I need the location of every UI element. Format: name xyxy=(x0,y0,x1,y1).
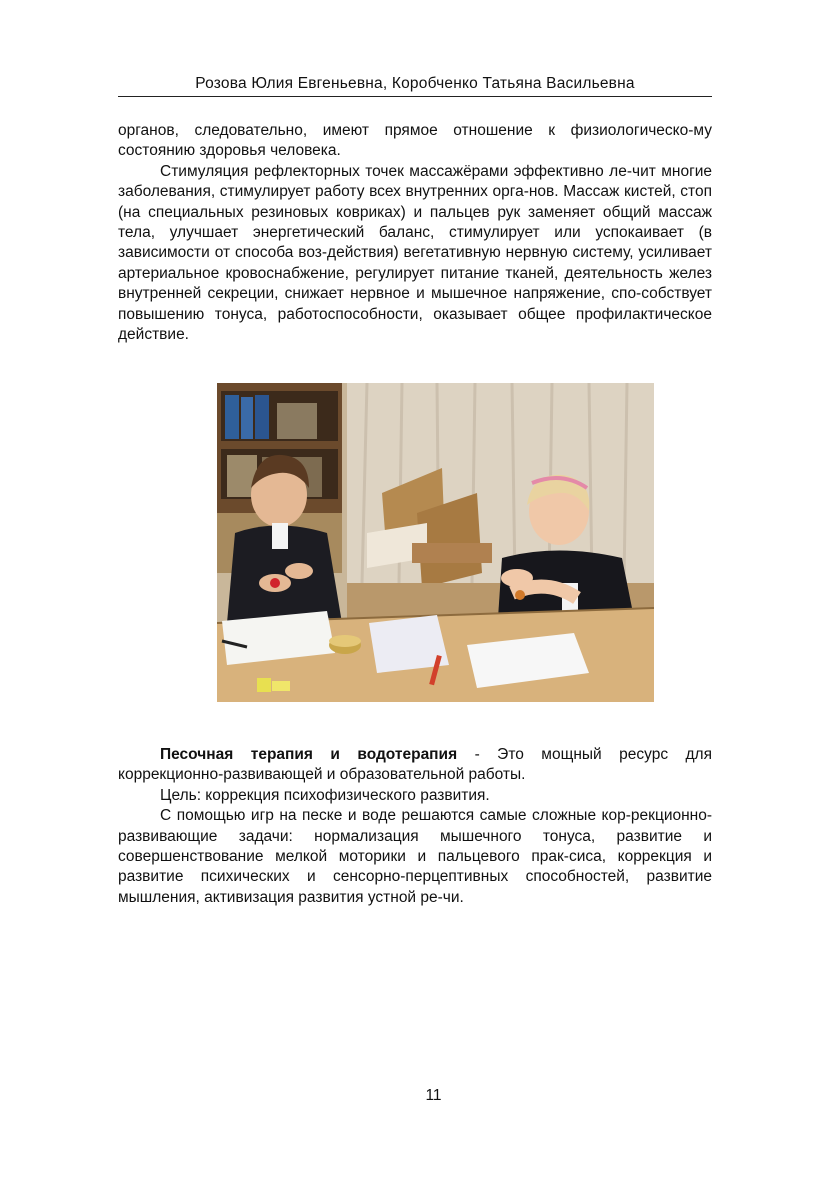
paragraph-4: Цель: коррекция психофизического развития. xyxy=(160,786,490,804)
paragraph-3-text: - Это мощный ресурс для коррекционно-развивающей и образовательной работы. xyxy=(118,746,712,784)
paragraph-1: органов, следовательно, имеют прямое отношение к физиологическо-му состоянию здоровья человека. xyxy=(118,122,712,160)
text-block-bottom xyxy=(118,745,712,908)
running-header: Розова Юлия Евгеньевна, Коробченко Татьяна Васильевна xyxy=(195,75,635,92)
section-title: Песочная терапия и водотерапия xyxy=(160,746,458,763)
paragraph-3 xyxy=(118,745,712,786)
page-number: 11 xyxy=(425,1087,442,1104)
paragraph-5: С помощью игр на песке и воде решаются самые сложные кор-рекционно-развивающие задачи: нормализация мышечного тонуса, развитие и совершенствование мелкой моторики и пальцевого прак-сиса, коррекция и развитие психических и сенсорно-перцептивных способностей, развитие мышления, активизация развития устной ре-чи. xyxy=(118,807,712,906)
text-block-top xyxy=(118,121,712,345)
paragraph-2: Стимуляция рефлекторных точек массажёрами эффективно ле-чит многие заболевания, стимулирует работу всех внутренних орга-нов. Массаж кистей, стоп (на специальных резиновых ковриках) и пальцев рук заменяет общий массаж тела, улучшает энергетический баланс, стимулирует или успокаивает (в зависимости от способа воз-действия) вегетативную нервную систему, усиливает артериальное кровоснабжение, регулирует питание тканей, деятельность желез внутренней секреции, снижает нервное и мышечное напряжение, спо-собствует повышению тонуса, работоспособности, оказывает общее профилактическое действие. xyxy=(118,162,712,344)
classroom-photo xyxy=(217,383,654,702)
header-rule xyxy=(118,96,712,97)
